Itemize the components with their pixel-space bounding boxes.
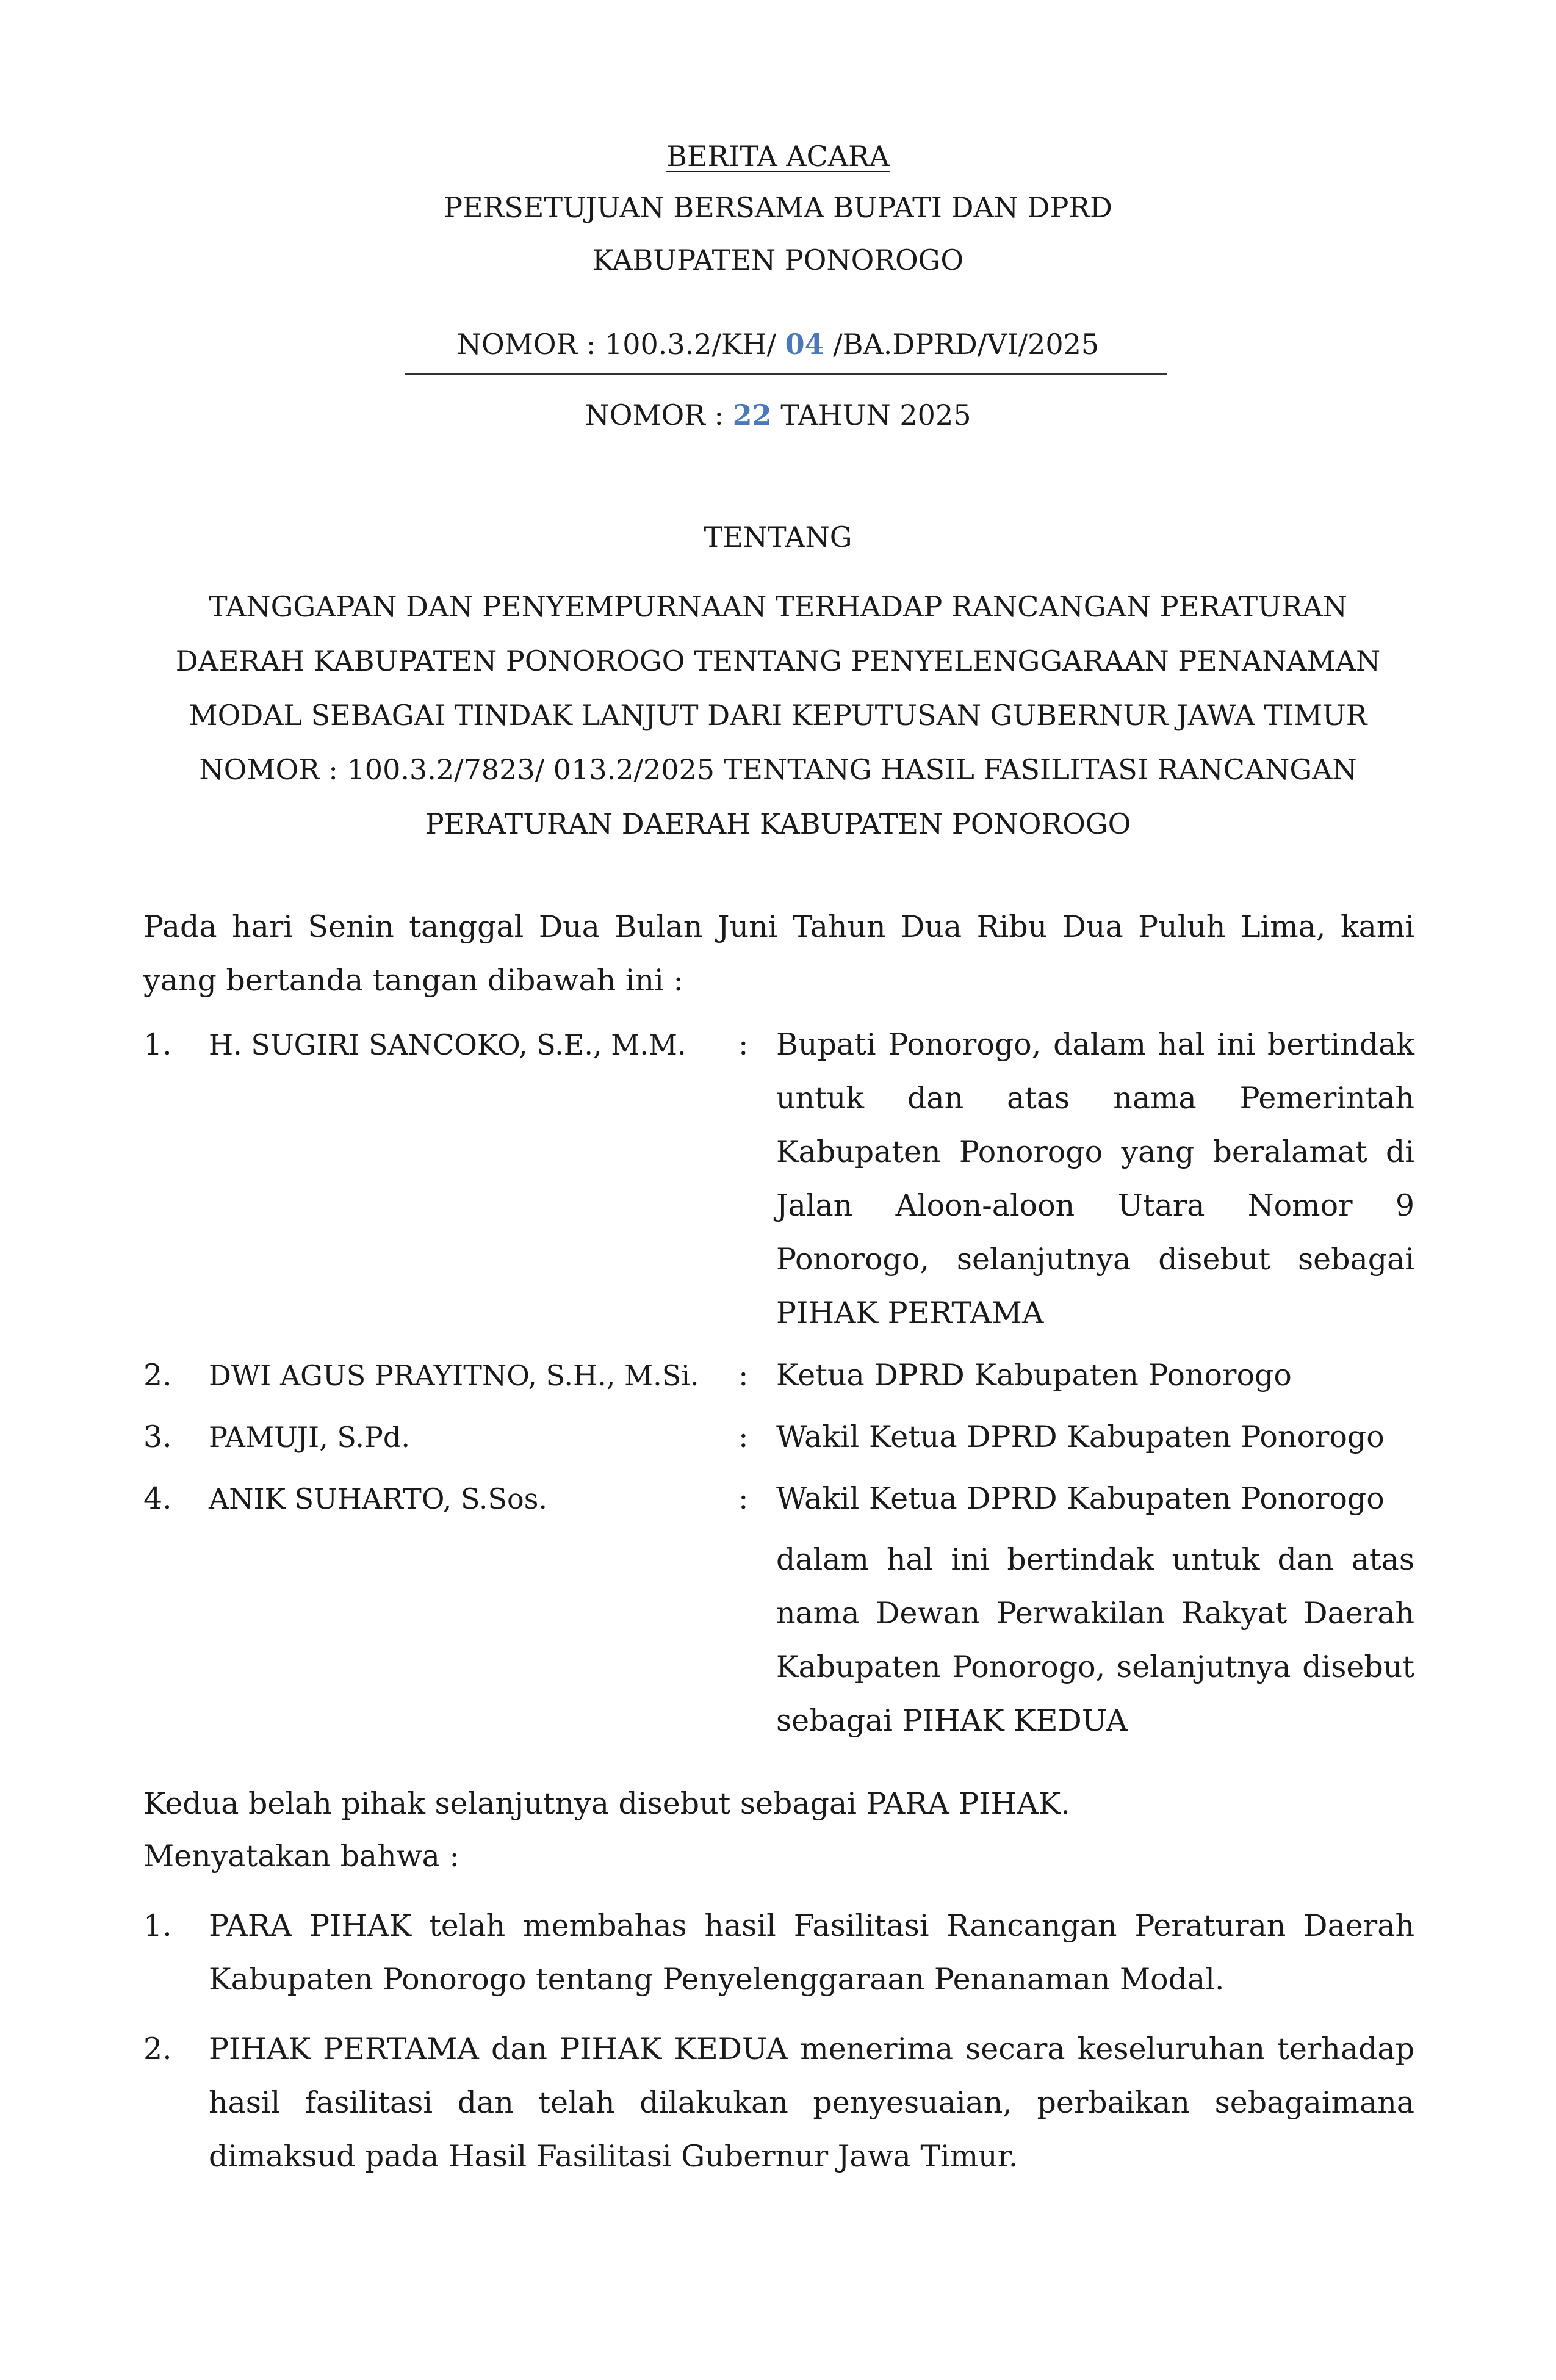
nomor-bupati-line xyxy=(0,388,1556,442)
menyatakan-line: Menyatakan bahwa : xyxy=(143,1839,459,1873)
signatory-role: Bupati Ponorogo, dalam hal ini bertindak untuk dan atas nama Pemerintah Kabupaten Ponorogo yang beralamat di Jalan Aloon-aloon Utara Nomor 9 Ponorogo, selanjutnya disebut sebagai PIHAK PERTAMA xyxy=(776,1027,1414,1330)
signatory-role: Wakil Ketua DPRD Kabupaten Ponorogo xyxy=(776,1481,1385,1516)
dprd-role-note: dalam hal ini bertindak untuk dan atas nama Dewan Perwakilan Rakyat Daerah Kabupaten Ponorogo, selanjutnya disebut sebagai PIHAK KEDUA xyxy=(776,1542,1414,1738)
signatory-number: 4. xyxy=(143,1481,172,1516)
document-title-text: BERITA ACARA xyxy=(666,140,890,173)
signatory-role: Wakil Ketua DPRD Kabupaten Ponorogo xyxy=(776,1419,1385,1454)
tentang-label: TENTANG xyxy=(704,521,852,554)
intro-paragraph: Pada hari Senin tanggal Dua Bulan Juni Tahun Dua Ribu Dua Puluh Lima, kami yang bertanda tangan dibawah ini : xyxy=(143,909,1414,998)
signatory-name: DWI AGUS PRAYITNO, S.H., M.Si. xyxy=(209,1359,699,1392)
statement-text: PIHAK PERTAMA dan PIHAK KEDUA menerima secara keseluruhan terhadap hasil fasilitasi dan telah dilakukan penyesuaian, perbaikan sebagaimana dimaksud pada Hasil Fasilitasi Gubernur Jawa Timur. xyxy=(209,2032,1414,2174)
statement-text: PARA PIHAK telah membahas hasil Fasilitasi Rancangan Peraturan Daerah Kabupaten Ponorogo tentang Penyelenggaraan Penanaman Modal. xyxy=(209,1908,1414,1997)
signatory-number: 1. xyxy=(143,1027,172,1062)
tentang-subject: TANGGAPAN DAN PENYEMPURNAAN TERHADAP RANCANGAN PERATURAN DAERAH KABUPATEN PONOROGO TENTANG PENYELENGGARAAN PENANAMAN MODAL SEBAGAI TINDAK LANJUT DARI KEPUTUSAN GUBERNUR JAWA TIMUR NOMOR : 100.3.2/7823/ 013.2/2025 TENTANG HASIL FASILITASI RANCANGAN PERATURAN DAERAH KABUPATEN PONOROGO xyxy=(175,590,1381,840)
signatory-colon: : xyxy=(738,1027,749,1062)
statement-number: 2. xyxy=(143,2032,172,2066)
signatory-name: PAMUJI, S.Pd. xyxy=(209,1421,410,1454)
statement-number: 1. xyxy=(143,1908,172,1943)
nomor-bupati-suffix: TAHUN 2025 xyxy=(771,398,971,431)
signatory-colon: : xyxy=(738,1358,749,1393)
nomor-bupati-prefix: NOMOR : xyxy=(585,398,733,431)
document-subtitle-2: KABUPATEN PONOROGO xyxy=(592,243,964,276)
signatory-name: ANIK SUHARTO, S.Sos. xyxy=(209,1482,547,1515)
signatory-number: 2. xyxy=(143,1358,172,1393)
signatory-role: Ketua DPRD Kabupaten Ponorogo xyxy=(776,1358,1292,1393)
nomor-bupati-value: 22 xyxy=(732,398,772,431)
signatory-name: H. SUGIRI SANCOKO, S.E., M.M. xyxy=(209,1028,686,1061)
nomor-dprd-suffix: /BA.DPRD/VI/2025 xyxy=(824,328,1100,361)
nomor-divider xyxy=(405,373,1167,375)
nomor-dprd-line xyxy=(0,317,1556,371)
nomor-dprd-prefix: NOMOR : 100.3.2/KH/ xyxy=(456,328,785,361)
signatory-colon: : xyxy=(738,1481,749,1516)
document-title xyxy=(0,129,1556,183)
document-subtitle-1: PERSETUJUAN BERSAMA BUPATI DAN DPRD xyxy=(444,191,1112,224)
nomor-dprd-value: 04 xyxy=(785,328,824,361)
signatory-colon: : xyxy=(738,1419,749,1454)
para-pihak-line: Kedua belah pihak selanjutnya disebut sebagai PARA PIHAK. xyxy=(143,1786,1070,1821)
signatory-number: 3. xyxy=(143,1419,172,1454)
